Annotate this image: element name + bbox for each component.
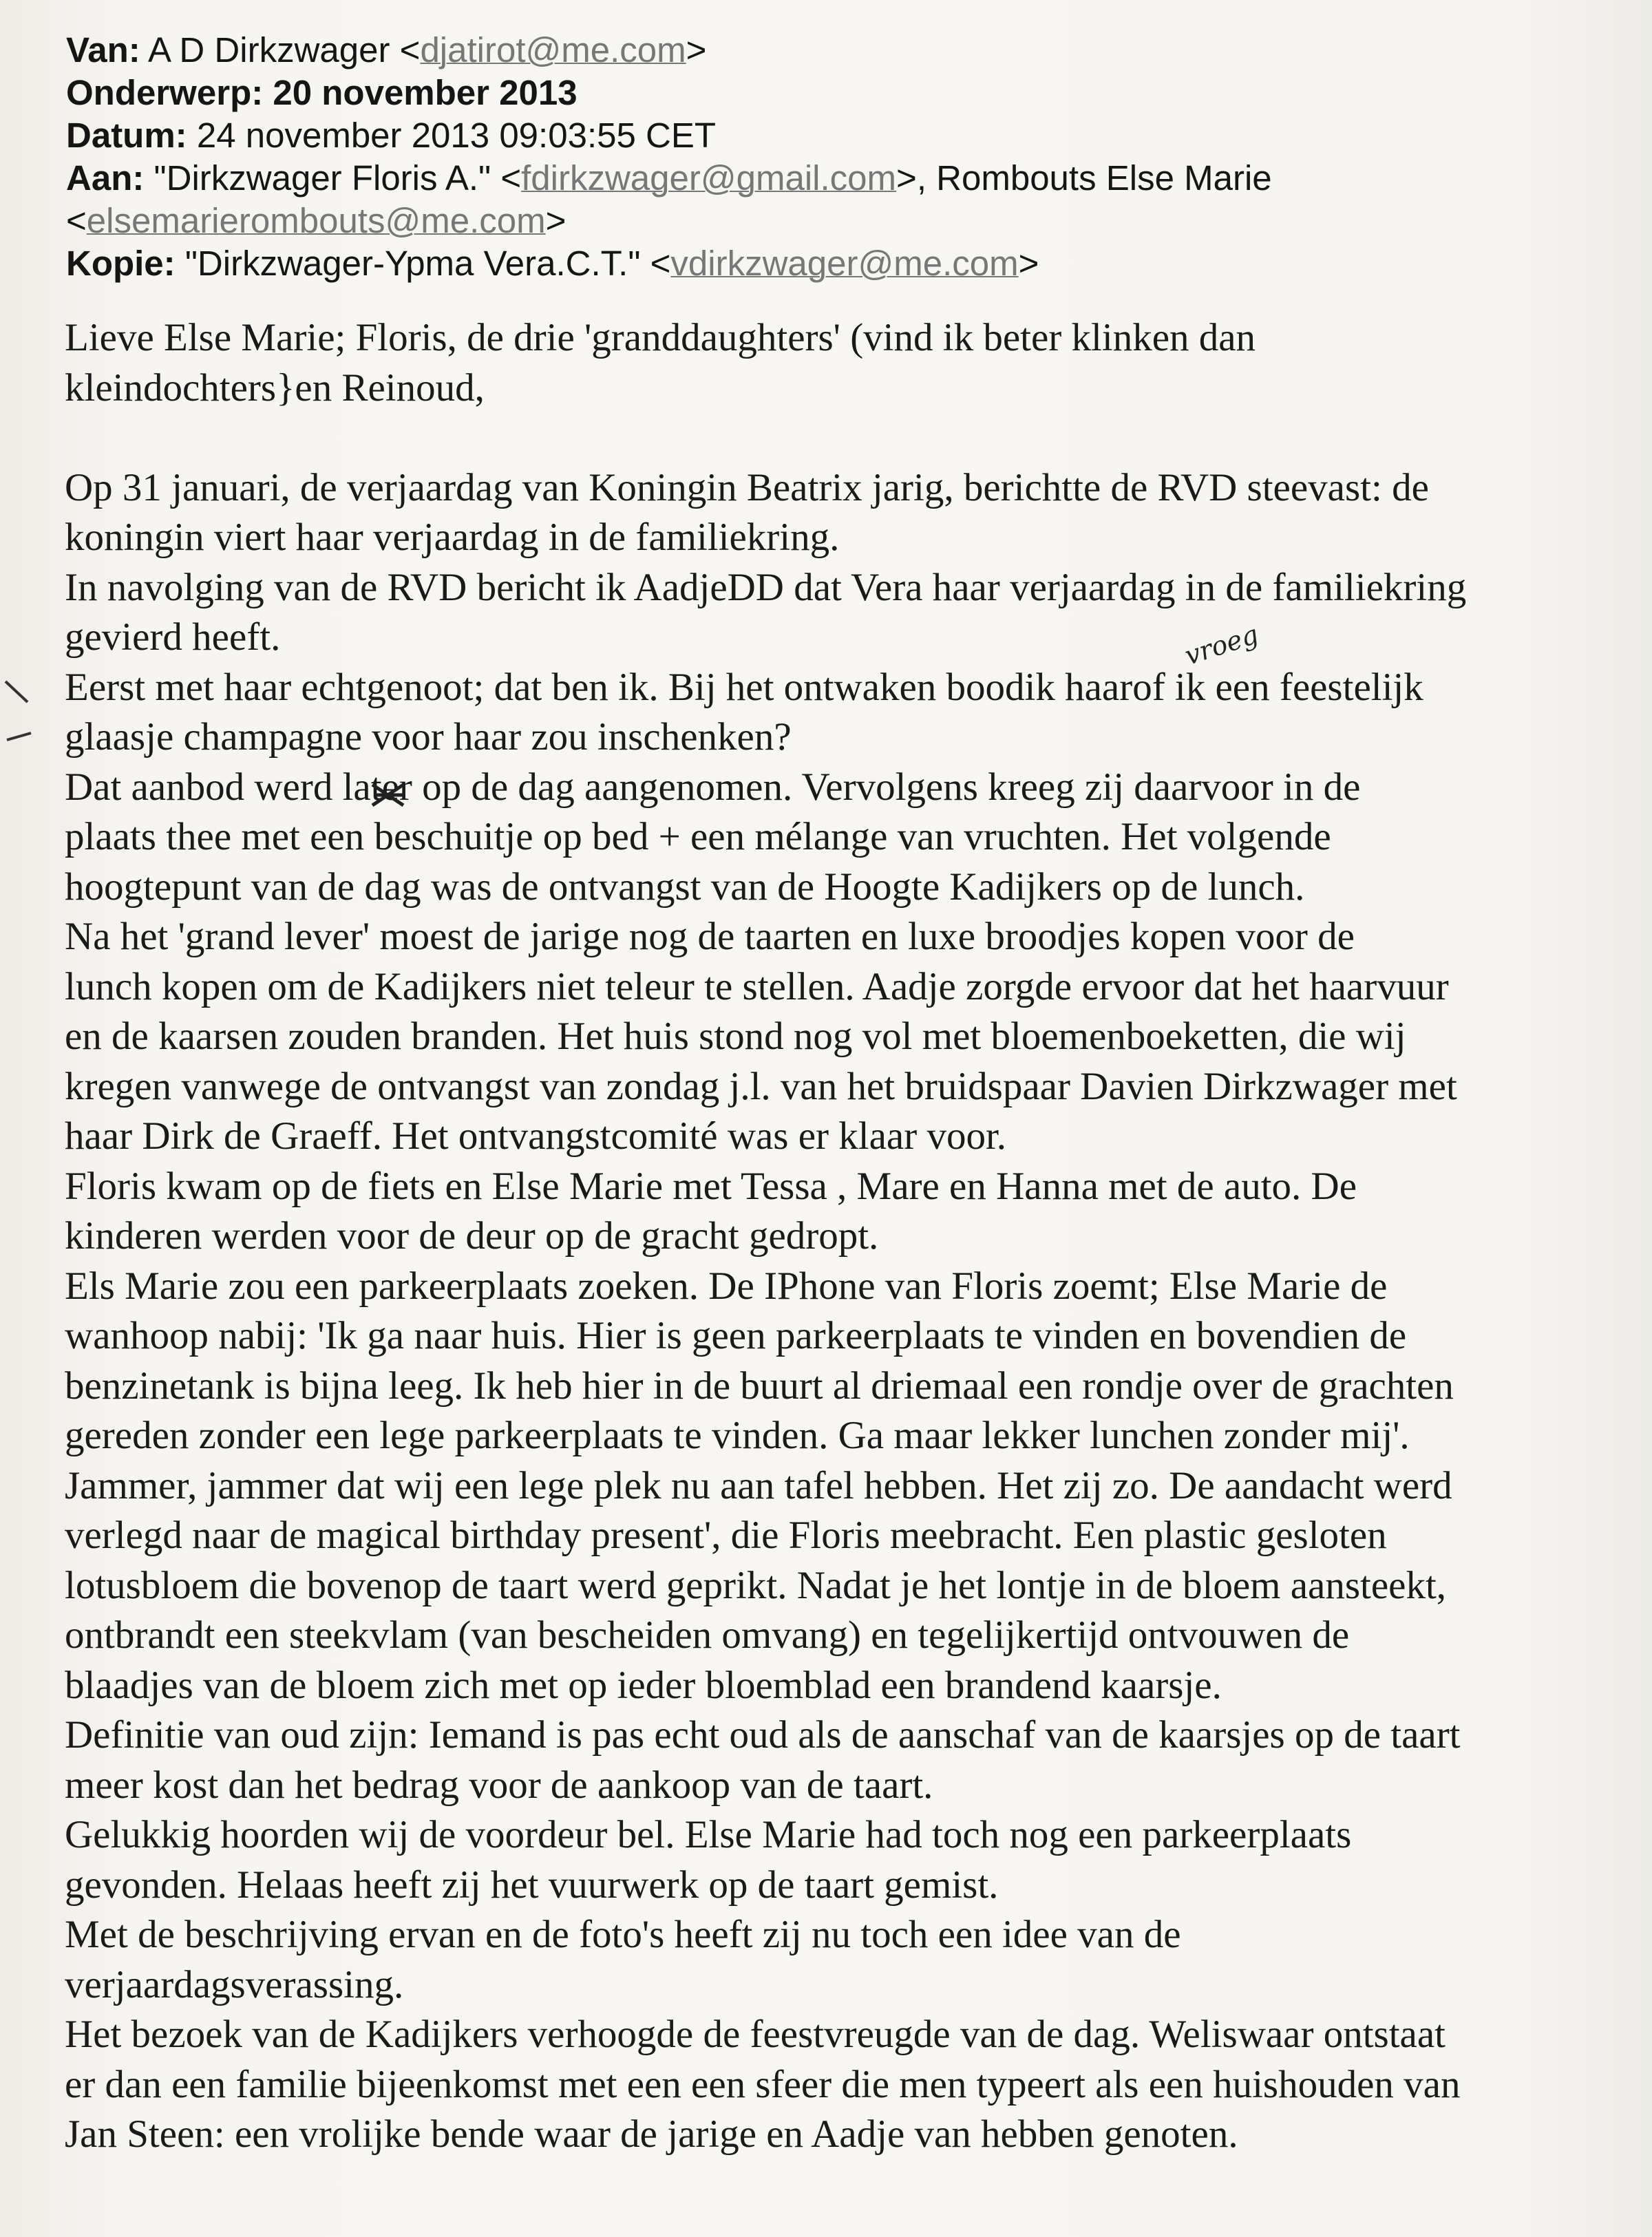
from-line <box>66 29 1580 72</box>
body-line: verjaardagsverassing. <box>65 1962 404 2006</box>
body-line: verlegd naar de magical birthday present', die Floris meebracht. Een plastic gesloten <box>65 1514 1387 1557</box>
to-end-2: > <box>545 201 566 240</box>
body-line: Floris kwam op de fiets en Else Marie met Tessa , Mare en Hanna met de auto. De <box>65 1164 1357 1208</box>
date-line <box>66 114 1580 157</box>
date-value: 24 november 2013 09:03:55 CET <box>187 116 717 155</box>
body-line: Dat aanbod werd later op de dag aangenomen. Vervolgens kreeg zij daarvoor in de <box>65 765 1361 809</box>
body-line: gevierd heeft. <box>65 615 281 659</box>
date-label: Datum: <box>66 116 187 155</box>
body-line: lotusbloem die bovenop de taart werd geprikt. Nadat je het lontje in de bloem aansteekt, <box>65 1563 1447 1607</box>
cc-name: "Dirkzwager-Ypma Vera.C.T." < <box>175 244 671 283</box>
body-line: en de kaarsen zouden branden. Het huis stond nog vol met bloemenboeketten, die wij <box>65 1015 1406 1058</box>
cc-line <box>66 242 1580 285</box>
body-line: er dan een familie bijeenkomst met een een sfeer die men typeert als een huishouden van <box>65 2062 1461 2106</box>
handwritten-annotation: vroeg <box>1180 619 1262 671</box>
body-line: haar Dirk de Graeff. Het ontvangstcomité was er klaar voor. <box>65 1114 1007 1158</box>
from-name: A D Dirkzwager < <box>140 30 421 70</box>
body-line: Definitie van oud zijn: Iemand is pas echt oud als de aanschaf van de kaarsjes op de taart <box>65 1713 1461 1757</box>
body-line: lunch kopen om de Kadijkers niet teleur te stellen. Aadje zorgde ervoor dat het haarvuur <box>65 964 1449 1008</box>
body-line: wanhoop nabij: 'Ik ga naar huis. Hier is geen parkeerplaats te vinden en bovendien de <box>65 1314 1407 1357</box>
email-header <box>66 29 1580 285</box>
cc-end: > <box>1018 244 1039 283</box>
to-name-1: "Dirkzwager Floris A." < <box>144 158 522 198</box>
body-line: Jan Steen: een vrolijke bende waar de jarige en Aadje van hebben genoten. <box>65 2112 1238 2156</box>
body-line: Jammer, jammer dat wij een lege plek nu aan tafel hebben. Het zij zo. De aandacht werd <box>65 1463 1452 1507</box>
to-name-2: >, Rombouts Else Marie <box>896 158 1272 198</box>
letter-body <box>65 313 1607 2160</box>
to-email-link-1[interactable]: fdirkzwager@gmail.com <box>521 158 897 198</box>
body-line: ontbrandt een steekvlam (van bescheiden omvang) en tegelijkertijd ontvouwen de <box>65 1613 1350 1657</box>
body-line: benzinetank is bijna leeg. Ik heb hier in de buurt al driemaal een rondje over de grachten <box>65 1364 1454 1408</box>
to-open-2: < <box>66 201 87 240</box>
body-line: Gelukkig hoorden wij de voordeur bel. Else Marie had toch nog een parkeerplaats <box>65 1813 1352 1856</box>
body-line: Het bezoek van de Kadijkers verhoogde de feestvreugde van de dag. Weliswaar ontstaat <box>65 2013 1446 2056</box>
body-line: Na het 'grand lever' moest de jarige nog de taarten en luxe broodjes kopen voor de <box>65 915 1355 958</box>
body-line: kinderen werden voor de deur op de gracht gedropt. <box>65 1214 879 1258</box>
to-line <box>66 157 1580 200</box>
body-line: Eerst met haar echtgenoot; dat ben ik. Bij het ontwaken boodik haarof ik een feestelijk <box>65 665 1423 709</box>
from-end: > <box>686 30 707 70</box>
body-line: Met de beschrijving ervan en de foto's heeft zij nu toch een idee van de <box>65 1913 1181 1956</box>
body-line: meer kost dan het bedrag voor de aankoop van de taart. <box>65 1763 933 1807</box>
body-line: plaats thee met een beschuitje op bed + een mélange van vruchten. Het volgende <box>65 815 1331 858</box>
body-line <box>65 413 1607 463</box>
body-line: glaasje champagne voor haar zou inschenken? <box>65 715 792 759</box>
cc-label: Kopie: <box>66 244 176 283</box>
subject-line: Onderwerp: 20 november 2013 <box>66 73 578 112</box>
body-line: gereden zonder een lege parkeerplaats te vinden. Ga maar lekker lunchen zonder mij'. <box>65 1414 1410 1457</box>
body-line: koningin viert haar verjaardag in de familiekring. <box>65 516 840 559</box>
body-line: gevonden. Helaas heeft zij het vuurwerk op de taart gemist. <box>65 1863 999 1907</box>
from-label: Van: <box>66 30 140 70</box>
margin-pen-mark <box>0 675 41 757</box>
cc-email-link[interactable]: vdirkzwager@me.com <box>670 244 1019 283</box>
scribble-mark <box>369 778 410 812</box>
body-line: blaadjes van de bloem zich met op ieder bloemblad een brandend kaarsje. <box>65 1663 1222 1707</box>
body-line: Els Marie zou een parkeerplaats zoeken. De IPhone van Floris zoemt; Else Marie de <box>65 1264 1388 1308</box>
body-line: kregen vanwege de ontvangst van zondag j.l. van het bruidspaar Davien Dirkzwager met <box>65 1064 1457 1108</box>
to-line-continued <box>66 200 1580 242</box>
body-line: Lieve Else Marie; Floris, de drie 'granddaughters' (vind ik beter klinken dan <box>65 316 1256 359</box>
body-line: kleindochters}en Reinoud, <box>65 365 485 410</box>
body-line: hoogtepunt van de dag was de ontvangst van de Hoogte Kadijkers op de lunch. <box>65 865 1305 909</box>
from-email-link[interactable]: djatirot@me.com <box>420 30 686 70</box>
to-email-link-2[interactable]: elsemarierombouts@me.com <box>86 201 546 240</box>
body-line: In navolging van de RVD bericht ik AadjeDD dat Vera haar verjaardag in de familiekring <box>65 565 1467 609</box>
to-label: Aan: <box>66 158 145 198</box>
body-line: Op 31 januari, de verjaardag van Koningin Beatrix jarig, berichtte de RVD steevast: de <box>65 465 1429 509</box>
